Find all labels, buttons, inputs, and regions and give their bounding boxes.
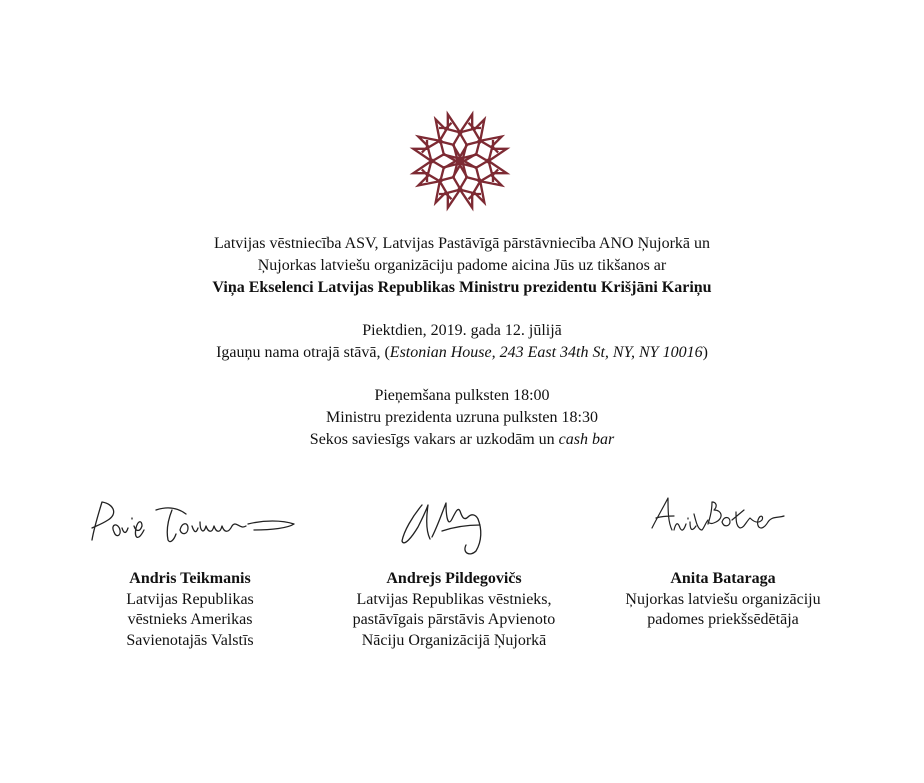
signatory-title-line: padomes priekšsēdētāja: [647, 611, 799, 628]
venue-prefix: Igauņu nama otrajā stāvā, (: [216, 344, 390, 361]
signatory-title-line: vēstnieks Amerikas: [127, 611, 253, 628]
event-schedule: [0, 385, 924, 451]
signatory-title-line: Latvijas Republikas vēstnieks,: [356, 590, 552, 608]
hosts-line-1: Latvijas vēstniecība ASV, Latvijas Pastāvīgā pārstāvniecība ANO Ņujorkā un: [213, 235, 711, 252]
signatory-title-line: Savienotajās Valstīs: [126, 631, 254, 649]
signature-pildegovics: [392, 495, 522, 555]
evening-prefix: Sekos saviesīgs vakars ar uzkodām un: [309, 431, 559, 448]
latvian-star-ornament-icon: [407, 108, 513, 214]
signatory-name: Andrejs Pildegovičs: [386, 570, 522, 587]
venue-suffix: ): [702, 344, 708, 361]
signatory-title-line: Latvijas Republikas: [126, 590, 254, 608]
speech-time: Ministru prezidenta uzruna pulksten 18:30: [326, 409, 598, 426]
signatory-bataraga: [598, 569, 848, 631]
event-details: [0, 320, 924, 364]
signatory-name: Anita Bataraga: [670, 570, 776, 587]
signatory-pildegovics: [324, 569, 584, 651]
venue-address: Estonian House, 243 East 34th St, NY, NY 10016: [389, 344, 703, 361]
reception-time: Pieņemšana pulksten 18:00: [374, 387, 550, 404]
hosts-line-2: Ņujorkas latviešu organizāciju padome aicina Jūs uz tikšanos ar: [257, 257, 667, 274]
signatory-title-line: Ņujorkas latviešu organizāciju: [625, 590, 821, 608]
signatory-teikmanis: [80, 569, 300, 651]
guest-of-honor: Viņa Ekselenci Latvijas Republikas Ministru prezidentu Krišjāni Kariņu: [212, 279, 712, 296]
signatory-title-line: pastāvīgais pārstāvis Apvienoto: [352, 611, 556, 628]
invitation-text: [0, 233, 924, 299]
event-venue: [0, 342, 924, 364]
signatory-title-line: Nāciju Organizācijā Ņujorkā: [361, 631, 547, 649]
signature-bataraga: [646, 492, 796, 547]
evening-line: [0, 429, 924, 451]
event-date: Piektdien, 2019. gada 12. jūlijā: [362, 322, 562, 339]
signature-teikmanis: [88, 490, 298, 550]
signatory-name: Andris Teikmanis: [129, 570, 251, 587]
cash-bar: cash bar: [558, 431, 615, 448]
